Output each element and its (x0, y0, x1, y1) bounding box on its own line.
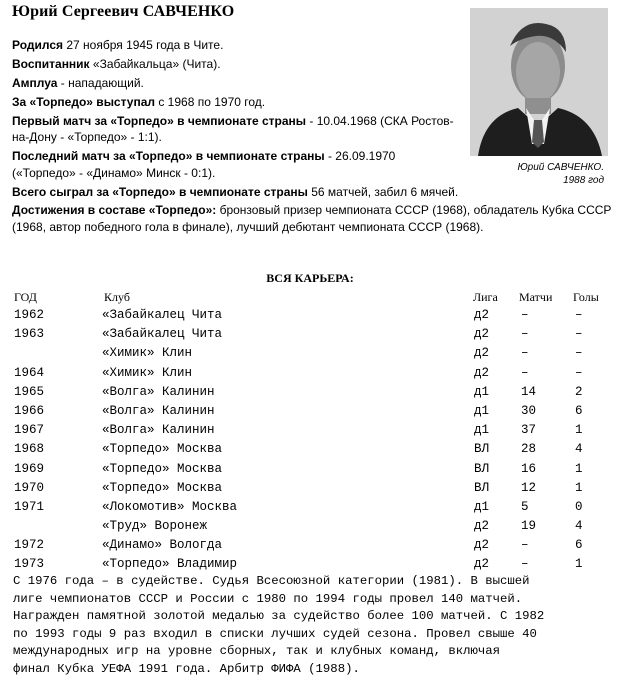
last-match-line (12, 148, 458, 181)
games-cell: 5 (521, 499, 529, 514)
last-match-value: - 26.09.1970 (324, 149, 396, 164)
table-row (0, 422, 620, 441)
table-row (0, 441, 620, 460)
footer-line: С 1976 года – в судействе. Судья Всесоюзной категории (1981). В высшей (13, 574, 530, 588)
club-cell: «Динамо» Вологда (102, 538, 223, 553)
league-cell: д2 (474, 327, 490, 342)
last-match-value-cont: («Торпедо» - «Динамо» Минск - 0:1). (12, 165, 216, 180)
games-cell: 30 (521, 403, 537, 418)
played-value: с 1968 по 1970 год. (155, 94, 266, 109)
year-cell: 1964 (14, 365, 45, 380)
games-cell: 14 (521, 384, 537, 399)
role-line (12, 75, 458, 92)
games-cell: 16 (521, 461, 537, 476)
total-value: 56 матчей, забил 6 мячей. (307, 184, 459, 199)
born-label: Родился (12, 38, 64, 52)
portrait-photo (470, 8, 608, 156)
games-cell: 37 (521, 423, 537, 438)
league-cell: ВЛ (474, 442, 490, 457)
refereeing-text (13, 573, 613, 679)
club-cell: «Химик» Клин (102, 365, 193, 380)
table-row (0, 461, 620, 480)
club-cell: «Торпедо» Москва (102, 442, 223, 457)
club-cell: «Локомотив» Москва (102, 499, 238, 514)
achievements-label: Достижения в составе «Торпедо»: (12, 203, 217, 218)
club-cell: «Забайкалец Чита (102, 308, 223, 322)
table-row (0, 403, 620, 422)
achievements-value: бронзовый призер чемпионата СССР (1968), обладатель Кубка СССР (216, 203, 612, 218)
goals-cell: – (575, 346, 583, 361)
games-cell: 12 (521, 480, 537, 495)
league-cell: д2 (474, 538, 490, 553)
goals-cell: – (575, 327, 583, 342)
games-cell: 19 (521, 519, 537, 534)
table-row (0, 365, 620, 384)
goals-cell: 2 (575, 384, 583, 399)
games-cell: – (521, 557, 529, 572)
year-cell: 1973 (14, 557, 45, 572)
table-row (0, 307, 620, 326)
footer-line: лиге чемпионатов СССР и России с 1980 по 1994 годы провел 140 матчей. (13, 591, 523, 606)
games-cell: – (521, 365, 529, 380)
club-cell: «Торпедо» Москва (102, 480, 223, 495)
club-cell: «Торпедо» Москва (102, 461, 223, 476)
games-cell: – (521, 346, 529, 361)
table-row (0, 499, 620, 518)
born-value: 27 ноября 1945 года в Чите. (63, 38, 224, 52)
games-cell: – (521, 538, 529, 553)
club-cell: «Химик» Клин (102, 346, 193, 361)
league-cell: д2 (474, 346, 490, 361)
portrait-image (470, 8, 608, 156)
goals-cell: 1 (575, 423, 583, 438)
born-line (12, 37, 458, 54)
year-cell: 1971 (14, 499, 45, 514)
goals-cell: 1 (575, 557, 583, 572)
header-games: Матчи (519, 290, 553, 304)
header-goals: Голы (573, 290, 599, 304)
year-cell: 1970 (14, 480, 45, 495)
year-cell: 1965 (14, 384, 45, 399)
year-cell: 1963 (14, 327, 45, 342)
played-label: За «Торпедо» выступал (12, 94, 156, 109)
pupil-line (12, 56, 458, 73)
league-cell: д1 (474, 384, 490, 399)
caption-name: Юрий САВЧЕНКО. (517, 162, 604, 173)
league-cell: д1 (474, 403, 490, 418)
league-cell: д2 (474, 365, 490, 380)
role-label: Амплуа (12, 75, 58, 90)
league-cell: ВЛ (474, 461, 490, 476)
club-cell: «Забайкалец Чита (102, 327, 223, 342)
goals-cell: 0 (575, 499, 583, 514)
table-row (0, 518, 620, 537)
total-label: Всего сыграл за «Торпедо» в чемпионате страны (12, 184, 308, 199)
achievements-line (12, 202, 612, 235)
footer-line: международных игр на уровне сборных, так и клубных команд, включая (13, 644, 501, 659)
played-line (12, 94, 458, 111)
league-cell: д1 (474, 423, 490, 438)
career-title: ВСЯ КАРЬЕРА: (266, 271, 354, 285)
career-table (0, 307, 620, 576)
table-row (0, 326, 620, 345)
footer-line: по 1993 годы 9 раз входил в списки лучших судей сезона. Провел свыше 40 (13, 626, 537, 641)
goals-cell: 4 (575, 442, 583, 457)
footer-line: финал Кубка УЕФА 1991 года. Арбитр ФИФА (1988). (13, 661, 360, 676)
goals-cell: 6 (575, 538, 583, 553)
year-cell: 1969 (14, 461, 45, 476)
games-cell: – (521, 308, 529, 322)
table-row (0, 480, 620, 499)
club-cell: «Волга» Калинин (102, 384, 215, 399)
games-cell: – (521, 327, 529, 342)
goals-cell: – (575, 365, 583, 380)
first-match-label: Первый матч за «Торпедо» в чемпионате страны (12, 113, 307, 128)
achievements-value-cont: (1968, автор победного гола в финале), лучший дебютант чемпионата СССР (1968). (12, 220, 484, 235)
header-league: Лига (473, 290, 498, 304)
header-club: Клуб (104, 290, 130, 304)
year-cell: 1966 (14, 403, 45, 418)
year-cell: 1962 (14, 308, 45, 322)
last-match-label: Последний матч за «Торпедо» в чемпионате страны (12, 149, 325, 164)
club-cell: «Волга» Калинин (102, 403, 215, 418)
table-row (0, 345, 620, 364)
goals-cell: 4 (575, 519, 583, 534)
goals-cell: – (575, 308, 583, 322)
career-table-header (0, 290, 620, 306)
first-match-line (12, 113, 458, 146)
goals-cell: 1 (575, 480, 583, 495)
pupil-value: «Забайкальца» (Чита). (89, 56, 221, 71)
year-cell: 1967 (14, 423, 45, 438)
year-cell: 1968 (14, 442, 45, 457)
page-title: Юрий Сергеевич САВЧЕНКО (12, 3, 235, 20)
league-cell: д2 (474, 308, 490, 322)
league-cell: д2 (474, 519, 490, 534)
goals-cell: 6 (575, 403, 583, 418)
club-cell: «Труд» Воронеж (102, 519, 208, 534)
first-match-value-cont: на-Дону - «Торпедо» - 1:1). (12, 130, 162, 145)
league-cell: д2 (474, 557, 490, 572)
photo-caption (470, 161, 604, 187)
league-cell: д1 (474, 499, 490, 514)
goals-cell: 1 (575, 461, 583, 476)
club-cell: «Волга» Калинин (102, 423, 215, 438)
first-match-value: - 10.04.1968 (СКА Ростов- (306, 113, 454, 128)
caption-year: 1988 год (563, 175, 604, 186)
games-cell: 28 (521, 442, 537, 457)
league-cell: ВЛ (474, 480, 490, 495)
club-cell: «Торпедо» Владимир (102, 557, 238, 572)
role-value: - нападающий. (57, 75, 144, 90)
header-year: ГОД (14, 290, 37, 304)
pupil-label: Воспитанник (12, 56, 90, 71)
table-row (0, 537, 620, 556)
year-cell: 1972 (14, 538, 45, 553)
table-row (0, 384, 620, 403)
footer-line: Награжден памятной золотой медалью за судейство более 100 матчей. С 1982 (13, 609, 545, 624)
